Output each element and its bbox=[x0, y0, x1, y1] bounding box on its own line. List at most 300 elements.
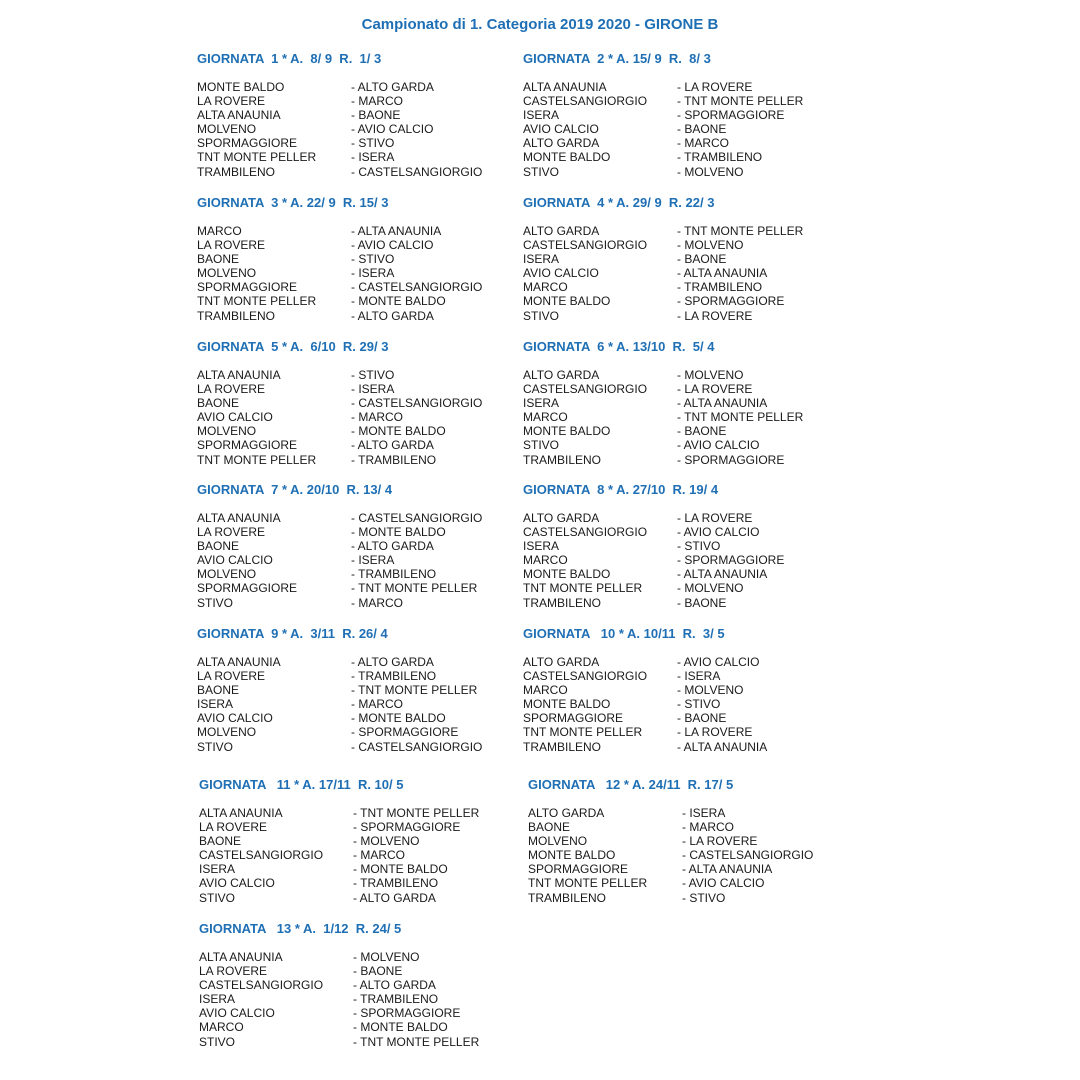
home-team: BAONE bbox=[197, 396, 240, 411]
match-row bbox=[523, 309, 843, 323]
match-list bbox=[523, 511, 843, 610]
home-team: LA ROVERE bbox=[197, 238, 266, 253]
away-team: - MARCO bbox=[353, 848, 405, 863]
match-row bbox=[197, 108, 517, 122]
home-team: TNT MONTE PELLER bbox=[528, 876, 648, 891]
match-row bbox=[199, 806, 519, 820]
match-row bbox=[197, 424, 517, 438]
away-team: - ALTO GARDA bbox=[351, 539, 434, 554]
match-row bbox=[197, 252, 517, 266]
home-team: ALTA ANAUNIA bbox=[199, 806, 283, 820]
away-team: - TNT MONTE PELLER bbox=[351, 581, 478, 596]
home-team: MONTE BALDO bbox=[528, 848, 616, 863]
match-row bbox=[528, 876, 848, 890]
match-list bbox=[523, 80, 843, 179]
home-team: CASTELSANGIORGIO bbox=[199, 978, 324, 993]
home-team: LA ROVERE bbox=[197, 94, 266, 109]
away-team: - MONTE BALDO bbox=[353, 862, 448, 877]
match-row bbox=[523, 453, 843, 467]
round-block bbox=[197, 338, 517, 467]
match-row bbox=[523, 669, 843, 683]
match-row bbox=[197, 80, 517, 94]
match-row bbox=[197, 669, 517, 683]
home-team: TRAMBILENO bbox=[523, 595, 602, 610]
round-block bbox=[523, 481, 843, 610]
away-team: - MONTE BALDO bbox=[351, 424, 446, 439]
away-team: - ISERA bbox=[677, 669, 721, 684]
home-team: MONTE BALDO bbox=[523, 424, 611, 439]
match-row bbox=[199, 820, 519, 834]
away-team: - BAONE bbox=[677, 252, 727, 267]
match-row bbox=[523, 396, 843, 410]
home-team: TNT MONTE PELLER bbox=[197, 150, 317, 165]
match-row bbox=[523, 94, 843, 108]
home-team: ALTO GARDA bbox=[523, 136, 600, 151]
away-team: - MONTE BALDO bbox=[351, 525, 446, 540]
match-list bbox=[199, 806, 519, 905]
round-header: GIORNATA 7 * A. 20/10 R. 13/ 4 bbox=[197, 482, 393, 497]
away-team: - TNT MONTE PELLER bbox=[677, 224, 804, 238]
away-team: - ISERA bbox=[351, 553, 395, 568]
away-team: - MARCO bbox=[351, 697, 403, 712]
match-row bbox=[523, 424, 843, 438]
match-row bbox=[523, 697, 843, 711]
away-team: - BAONE bbox=[677, 595, 727, 610]
away-team: - TNT MONTE PELLER bbox=[353, 1034, 480, 1049]
round-header: GIORNATA 3 * A. 22/ 9 R. 15/ 3 bbox=[197, 195, 389, 210]
away-team: - MOLVENO bbox=[677, 683, 744, 698]
home-team: AVIO CALCIO bbox=[199, 1006, 275, 1021]
away-team: - LA ROVERE bbox=[682, 834, 758, 849]
home-team: MOLVENO bbox=[528, 834, 588, 849]
round-block bbox=[528, 776, 848, 905]
match-row bbox=[199, 848, 519, 862]
home-team: MONTE BALDO bbox=[523, 697, 611, 712]
match-row bbox=[528, 862, 848, 876]
home-team: BAONE bbox=[528, 820, 571, 835]
away-team: - CASTELSANGIORGIO bbox=[351, 739, 483, 754]
round-block bbox=[523, 338, 843, 467]
match-row bbox=[523, 122, 843, 136]
away-team: - STIVO bbox=[682, 890, 726, 905]
match-row bbox=[199, 1035, 519, 1049]
match-row bbox=[197, 683, 517, 697]
page-title: Campionato di 1. Categoria 2019 2020 - GIRONE B bbox=[361, 16, 719, 33]
round-header: GIORNATA 13 * A. 1/12 R. 24/ 5 bbox=[199, 921, 402, 936]
home-team: MARCO bbox=[523, 410, 568, 425]
away-team: - ALTO GARDA bbox=[353, 978, 436, 993]
match-row bbox=[528, 834, 848, 848]
home-team: ISERA bbox=[523, 539, 560, 554]
match-row bbox=[523, 165, 843, 179]
home-team: ALTO GARDA bbox=[528, 806, 605, 820]
match-row bbox=[528, 820, 848, 834]
round-header: GIORNATA 1 * A. 8/ 9 R. 1/ 3 bbox=[197, 51, 382, 66]
match-row bbox=[523, 567, 843, 581]
match-row bbox=[197, 294, 517, 308]
match-row bbox=[197, 280, 517, 294]
home-team: SPORMAGGIORE bbox=[523, 711, 624, 726]
match-row bbox=[523, 683, 843, 697]
away-team: - MARCO bbox=[677, 136, 729, 151]
home-team: MOLVENO bbox=[197, 725, 257, 740]
away-team: - BAONE bbox=[351, 108, 401, 123]
match-list bbox=[523, 224, 843, 323]
home-team: STIVO bbox=[523, 308, 560, 323]
round-block bbox=[523, 625, 843, 754]
away-team: - TRAMBILENO bbox=[351, 669, 437, 684]
match-row bbox=[523, 150, 843, 164]
home-team: STIVO bbox=[199, 890, 236, 905]
round-header: GIORNATA 6 * A. 13/10 R. 5/ 4 bbox=[523, 339, 715, 354]
home-team: ALTA ANAUNIA bbox=[197, 511, 281, 525]
match-row bbox=[528, 891, 848, 905]
home-team: ALTA ANAUNIA bbox=[197, 108, 281, 123]
match-row bbox=[197, 238, 517, 252]
home-team: ALTA ANAUNIA bbox=[199, 950, 283, 964]
home-team: TRAMBILENO bbox=[523, 452, 602, 467]
match-row bbox=[528, 806, 848, 820]
away-team: - SPORMAGGIORE bbox=[677, 452, 785, 467]
round-header: GIORNATA 5 * A. 6/10 R. 29/ 3 bbox=[197, 339, 389, 354]
home-team: ALTO GARDA bbox=[523, 368, 600, 382]
home-team: BAONE bbox=[197, 539, 240, 554]
home-team: AVIO CALCIO bbox=[523, 266, 599, 281]
round-block bbox=[197, 50, 517, 179]
home-team: SPORMAGGIORE bbox=[528, 862, 629, 877]
away-team: - SPORMAGGIORE bbox=[351, 725, 459, 740]
away-team: - SPORMAGGIORE bbox=[353, 820, 461, 835]
away-team: - LA ROVERE bbox=[677, 80, 753, 94]
away-team: - LA ROVERE bbox=[677, 511, 753, 525]
home-team: STIVO bbox=[523, 438, 560, 453]
home-team: CASTELSANGIORGIO bbox=[523, 525, 648, 540]
round-header: GIORNATA 12 * A. 24/11 R. 17/ 5 bbox=[528, 777, 734, 792]
match-row bbox=[197, 655, 517, 669]
away-team: - TRAMBILENO bbox=[353, 876, 439, 891]
away-team: - ALTO GARDA bbox=[351, 438, 434, 453]
away-team: - TRAMBILENO bbox=[351, 452, 437, 467]
home-team: TNT MONTE PELLER bbox=[197, 294, 317, 309]
away-team: - ALTA ANAUNIA bbox=[677, 739, 768, 754]
home-team: BAONE bbox=[199, 834, 242, 849]
round-block bbox=[523, 50, 843, 179]
match-row bbox=[197, 396, 517, 410]
match-row bbox=[523, 511, 843, 525]
away-team: - ISERA bbox=[351, 382, 395, 397]
round-header: GIORNATA 9 * A. 3/11 R. 26/ 4 bbox=[197, 626, 388, 641]
home-team: BAONE bbox=[197, 252, 240, 267]
match-row bbox=[523, 368, 843, 382]
away-team: - TRAMBILENO bbox=[677, 280, 763, 295]
away-team: - BAONE bbox=[677, 122, 727, 137]
home-team: SPORMAGGIORE bbox=[197, 136, 298, 151]
home-team: ALTO GARDA bbox=[523, 224, 600, 238]
away-team: - AVIO CALCIO bbox=[677, 655, 760, 669]
home-team: ISERA bbox=[199, 992, 236, 1007]
away-team: - MONTE BALDO bbox=[351, 711, 446, 726]
match-row bbox=[197, 438, 517, 452]
away-team: - AVIO CALCIO bbox=[682, 876, 765, 891]
away-team: - LA ROVERE bbox=[677, 382, 753, 397]
round-block bbox=[197, 625, 517, 754]
match-row bbox=[523, 382, 843, 396]
match-list bbox=[197, 655, 517, 754]
match-row bbox=[523, 740, 843, 754]
away-team: - SPORMAGGIORE bbox=[677, 294, 785, 309]
match-row bbox=[197, 453, 517, 467]
home-team: TRAMBILENO bbox=[523, 739, 602, 754]
away-team: - ALTO GARDA bbox=[351, 80, 434, 94]
home-team: LA ROVERE bbox=[199, 820, 268, 835]
match-row bbox=[523, 136, 843, 150]
match-row bbox=[523, 725, 843, 739]
away-team: - MOLVENO bbox=[677, 581, 744, 596]
round-header: GIORNATA 10 * A. 10/11 R. 3/ 5 bbox=[523, 626, 725, 641]
round-block bbox=[197, 194, 517, 323]
match-row bbox=[523, 539, 843, 553]
home-team: CASTELSANGIORGIO bbox=[523, 238, 648, 253]
match-row bbox=[199, 964, 519, 978]
away-team: - TNT MONTE PELLER bbox=[353, 806, 480, 820]
home-team: STIVO bbox=[199, 1034, 236, 1049]
match-row bbox=[523, 596, 843, 610]
away-team: - SPORMAGGIORE bbox=[677, 108, 785, 123]
away-team: - MONTE BALDO bbox=[351, 294, 446, 309]
away-team: - LA ROVERE bbox=[677, 725, 753, 740]
home-team: ALTO GARDA bbox=[523, 511, 600, 525]
home-team: TRAMBILENO bbox=[197, 164, 276, 179]
match-row bbox=[197, 511, 517, 525]
match-row bbox=[523, 553, 843, 567]
match-row bbox=[523, 655, 843, 669]
away-team: - CASTELSANGIORGIO bbox=[351, 164, 483, 179]
match-row bbox=[197, 410, 517, 424]
away-team: - ISERA bbox=[351, 266, 395, 281]
match-row bbox=[523, 252, 843, 266]
home-team: STIVO bbox=[197, 739, 234, 754]
away-team: - SPORMAGGIORE bbox=[677, 553, 785, 568]
home-team: CASTELSANGIORGIO bbox=[523, 669, 648, 684]
away-team: - ALTA ANAUNIA bbox=[682, 862, 773, 877]
match-row bbox=[197, 567, 517, 581]
home-team: ISERA bbox=[523, 396, 560, 411]
away-team: - MARCO bbox=[351, 94, 403, 109]
home-team: CASTELSANGIORGIO bbox=[523, 382, 648, 397]
home-team: ISERA bbox=[199, 862, 236, 877]
match-row bbox=[528, 848, 848, 862]
home-team: CASTELSANGIORGIO bbox=[199, 848, 324, 863]
home-team: ALTA ANAUNIA bbox=[197, 655, 281, 669]
match-row bbox=[197, 94, 517, 108]
away-team: - SPORMAGGIORE bbox=[353, 1006, 461, 1021]
home-team: BAONE bbox=[197, 683, 240, 698]
away-team: - MARCO bbox=[351, 410, 403, 425]
home-team: AVIO CALCIO bbox=[523, 122, 599, 137]
home-team: AVIO CALCIO bbox=[197, 711, 273, 726]
round-header: GIORNATA 8 * A. 27/10 R. 19/ 4 bbox=[523, 482, 719, 497]
away-team: - MARCO bbox=[351, 595, 403, 610]
home-team: TRAMBILENO bbox=[197, 308, 276, 323]
match-list bbox=[197, 511, 517, 610]
away-team: - ALTA ANAUNIA bbox=[677, 266, 768, 281]
away-team: - TRAMBILENO bbox=[677, 150, 763, 165]
match-row bbox=[523, 438, 843, 452]
away-team: - AVIO CALCIO bbox=[677, 438, 760, 453]
home-team: MONTE BALDO bbox=[523, 150, 611, 165]
away-team: - MOLVENO bbox=[677, 368, 744, 382]
home-team: TNT MONTE PELLER bbox=[197, 452, 317, 467]
round-block bbox=[199, 776, 519, 905]
match-row bbox=[523, 410, 843, 424]
away-team: - TRAMBILENO bbox=[351, 567, 437, 582]
away-team: - MONTE BALDO bbox=[353, 1020, 448, 1035]
match-row bbox=[199, 834, 519, 848]
home-team: MARCO bbox=[523, 553, 568, 568]
home-team: ALTO GARDA bbox=[523, 655, 600, 669]
away-team: - TNT MONTE PELLER bbox=[351, 683, 478, 698]
away-team: - STIVO bbox=[351, 136, 395, 151]
match-row bbox=[523, 280, 843, 294]
match-row bbox=[197, 150, 517, 164]
home-team: LA ROVERE bbox=[199, 964, 268, 979]
away-team: - ISERA bbox=[682, 806, 726, 820]
away-team: - AVIO CALCIO bbox=[677, 525, 760, 540]
away-team: - BAONE bbox=[677, 711, 727, 726]
away-team: - ALTO GARDA bbox=[351, 308, 434, 323]
match-row bbox=[197, 711, 517, 725]
away-team: - TRAMBILENO bbox=[353, 992, 439, 1007]
away-team: - ALTA ANAUNIA bbox=[351, 224, 442, 238]
match-row bbox=[197, 525, 517, 539]
away-team: - CASTELSANGIORGIO bbox=[351, 511, 483, 525]
match-row bbox=[523, 108, 843, 122]
home-team: TRAMBILENO bbox=[528, 890, 607, 905]
home-team: AVIO CALCIO bbox=[197, 553, 273, 568]
match-row bbox=[197, 740, 517, 754]
match-row bbox=[197, 596, 517, 610]
match-row bbox=[523, 711, 843, 725]
home-team: LA ROVERE bbox=[197, 669, 266, 684]
match-row bbox=[523, 266, 843, 280]
away-team: - STIVO bbox=[351, 252, 395, 267]
away-team: - LA ROVERE bbox=[677, 308, 753, 323]
home-team: MONTE BALDO bbox=[197, 80, 285, 94]
home-team: ISERA bbox=[197, 697, 234, 712]
match-row bbox=[197, 165, 517, 179]
match-row bbox=[523, 80, 843, 94]
match-row bbox=[197, 309, 517, 323]
match-list bbox=[199, 950, 519, 1049]
match-row bbox=[197, 368, 517, 382]
match-row bbox=[197, 224, 517, 238]
away-team: - ALTO GARDA bbox=[351, 655, 434, 669]
match-row bbox=[199, 950, 519, 964]
home-team: STIVO bbox=[197, 595, 234, 610]
home-team: CASTELSANGIORGIO bbox=[523, 94, 648, 109]
away-team: - STIVO bbox=[677, 697, 721, 712]
match-row bbox=[197, 136, 517, 150]
away-team: - CASTELSANGIORGIO bbox=[351, 280, 483, 295]
away-team: - STIVO bbox=[351, 368, 395, 382]
away-team: - ALTO GARDA bbox=[353, 890, 436, 905]
match-row bbox=[523, 238, 843, 252]
home-team: MOLVENO bbox=[197, 122, 257, 137]
away-team: - AVIO CALCIO bbox=[351, 238, 434, 253]
away-team: - MOLVENO bbox=[677, 238, 744, 253]
away-team: - ALTA ANAUNIA bbox=[677, 396, 768, 411]
home-team: SPORMAGGIORE bbox=[197, 438, 298, 453]
home-team: ALTA ANAUNIA bbox=[197, 368, 281, 382]
away-team: - BAONE bbox=[677, 424, 727, 439]
match-row bbox=[197, 382, 517, 396]
home-team: ALTA ANAUNIA bbox=[523, 80, 607, 94]
away-team: - BAONE bbox=[353, 964, 403, 979]
round-block bbox=[523, 194, 843, 323]
home-team: AVIO CALCIO bbox=[197, 410, 273, 425]
home-team: TNT MONTE PELLER bbox=[523, 725, 643, 740]
home-team: ISERA bbox=[523, 252, 560, 267]
home-team: SPORMAGGIORE bbox=[197, 280, 298, 295]
home-team: MONTE BALDO bbox=[523, 294, 611, 309]
match-list bbox=[197, 368, 517, 467]
away-team: - MOLVENO bbox=[677, 164, 744, 179]
match-list bbox=[197, 80, 517, 179]
away-team: - ALTA ANAUNIA bbox=[677, 567, 768, 582]
away-team: - CASTELSANGIORGIO bbox=[682, 848, 814, 863]
match-list bbox=[197, 224, 517, 323]
match-row bbox=[197, 266, 517, 280]
match-row bbox=[523, 525, 843, 539]
match-row bbox=[197, 539, 517, 553]
away-team: - TNT MONTE PELLER bbox=[677, 410, 804, 425]
round-header: GIORNATA 4 * A. 29/ 9 R. 22/ 3 bbox=[523, 195, 715, 210]
home-team: MARCO bbox=[523, 683, 568, 698]
match-row bbox=[199, 891, 519, 905]
home-team: AVIO CALCIO bbox=[199, 876, 275, 891]
home-team: STIVO bbox=[523, 164, 560, 179]
home-team: ISERA bbox=[523, 108, 560, 123]
match-row bbox=[199, 992, 519, 1006]
match-row bbox=[523, 294, 843, 308]
match-row bbox=[199, 1020, 519, 1034]
match-row bbox=[199, 1006, 519, 1020]
round-header: GIORNATA 2 * A. 15/ 9 R. 8/ 3 bbox=[523, 51, 711, 66]
match-row bbox=[197, 581, 517, 595]
away-team: - MOLVENO bbox=[353, 950, 420, 964]
away-team: - TNT MONTE PELLER bbox=[677, 94, 804, 109]
away-team: - STIVO bbox=[677, 539, 721, 554]
match-row bbox=[199, 978, 519, 992]
home-team: MOLVENO bbox=[197, 424, 257, 439]
match-row bbox=[523, 224, 843, 238]
round-block bbox=[199, 920, 519, 1049]
away-team: - MARCO bbox=[682, 820, 734, 835]
away-team: - AVIO CALCIO bbox=[351, 122, 434, 137]
match-row bbox=[523, 581, 843, 595]
match-row bbox=[197, 725, 517, 739]
away-team: - ISERA bbox=[351, 150, 395, 165]
home-team: LA ROVERE bbox=[197, 382, 266, 397]
match-list bbox=[523, 655, 843, 754]
home-team: SPORMAGGIORE bbox=[197, 581, 298, 596]
match-row bbox=[199, 876, 519, 890]
match-list bbox=[528, 806, 848, 905]
home-team: LA ROVERE bbox=[197, 525, 266, 540]
away-team: - CASTELSANGIORGIO bbox=[351, 396, 483, 411]
away-team: - MOLVENO bbox=[353, 834, 420, 849]
home-team: MOLVENO bbox=[197, 266, 257, 281]
